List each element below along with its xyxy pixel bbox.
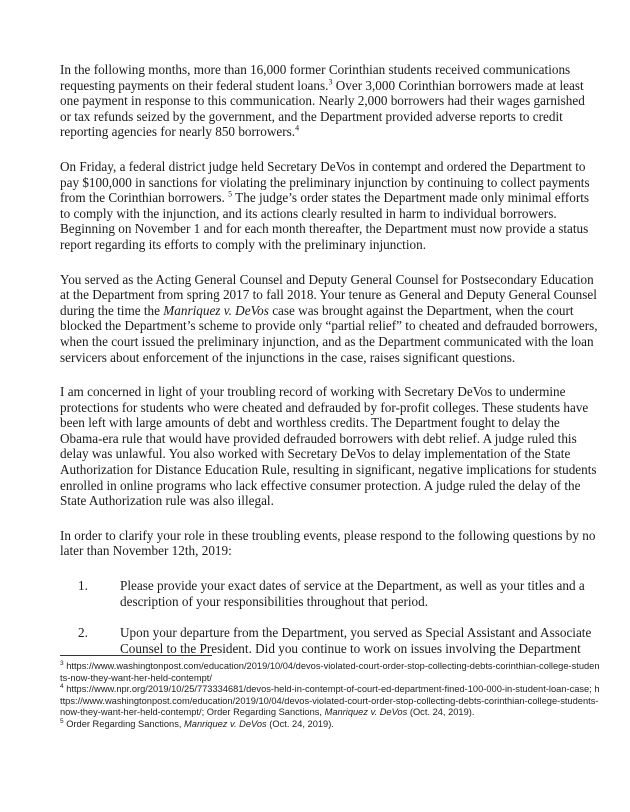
- paragraph-text: Over 3,000 Corinthian borrowers made at least one payment in response to this communication. Nearly 2,000 borrowers had their wages garnished or tax refunds seized by the government, and the Department provided adverse reports to credit reporting agencies for nearly 850 borrowers.: [60, 77, 585, 140]
- paragraph-tenure: [60, 272, 598, 366]
- question-text: Please provide your exact dates of service at the Department, as well as your titles and a description of your responsibilities throughout that period.: [120, 578, 585, 609]
- paragraph-text: In the following months, more than 16,000 former Corinthian students received communications requesting payments on their federal student loans.: [60, 62, 571, 93]
- footnote-3: [60, 661, 600, 684]
- footnote-text: Order Regarding Sanctions,: [63, 718, 185, 729]
- footnote-number: 5: [60, 717, 64, 725]
- footnote-number: 3: [60, 659, 64, 667]
- question-item: [60, 625, 598, 656]
- footnote-divider: [60, 655, 212, 656]
- question-item: [60, 578, 598, 609]
- case-name: Manriquez v. DeVos: [324, 707, 408, 718]
- paragraph-text: case was brought against the Department, when the court blocked the Department’s scheme to provide only “partial relief” to cheated and defrauded borrowers, when the court issued the preliminary injunction, and as the Department communicated with the loan servicers about enforcement of the injunctions in the case, raises significant questions.: [60, 302, 598, 365]
- footnotes: [60, 661, 600, 731]
- footnote-text: https://www.washingtonpost.com/education/2019/10/04/devos-violated-court-order-stop-collecting-debts-corinthian-college-students-now-they-want-her-held-contempt/: [60, 661, 600, 683]
- case-name: Manriquez v. DeVos: [184, 718, 267, 729]
- footnote-ref: 3: [328, 77, 333, 87]
- footnote-number: 4: [60, 683, 64, 691]
- footnote-text: (Oct. 24, 2019).: [266, 718, 334, 729]
- question-number: 1.: [78, 578, 88, 594]
- footnote-text: https://www.npr.org/2019/10/25/773334681/devos-held-in-contempt-of-court-ed-department-fined-100-000-in-student-loan-case; https://www.washingtonpost.com/education/2019/10/04/devos-violated-court-order-stop-collecting-debts-corinthian-college-students-now-they-want-her-held-contempt/; Order Regarding Sanctions,: [60, 684, 600, 718]
- footnote-4: [60, 684, 600, 719]
- letter-body: [60, 62, 598, 672]
- paragraph-text: You served as the Acting General Counsel and Deputy General Counsel for Postsecondary Education at the Department from spring 2017 to fall 2018. Your tenure as General and Deputy General Counsel during the time the: [60, 271, 597, 318]
- paragraph-concerns: I am concerned in light of your troubling record of working with Secretary DeVos to undermine protections for students who were cheated and defrauded by for-profit colleges. These students have been left with large amounts of debt and worthless credits. The Department fought to delay the Obama-era rule that would have provided defrauded borrowers with debt relief. A judge ruled this delay was unlawful. You also worked with Secretary DeVos to delay implementation of the State Authorization for Distance Education Rule, resulting in significant, negative implications for students enrolled in online programs who lack effective consumer protection. A judge ruled the delay of the State Authorization rule was also illegal.: [60, 384, 597, 509]
- footnote-text: (Oct. 24, 2019).: [407, 707, 475, 718]
- footnote-5: [60, 719, 600, 731]
- question-number: 2.: [78, 625, 88, 641]
- paragraph-request: In order to clarify your role in these troubling events, please respond to the following questions by no later than November 12th, 2019:: [60, 527, 596, 559]
- footnote-ref: 4: [295, 123, 300, 133]
- paragraph-corinthian-payments: [60, 62, 598, 140]
- paragraph-contempt-ruling: [60, 159, 598, 253]
- question-text: Upon your departure from the Department, you served as Special Assistant and Associate Counsel to the President. Did you continue to work on issues involving the Department: [120, 625, 592, 656]
- footnote-ref: 5: [228, 189, 233, 199]
- paragraph-text: The judge’s order states the Department made only minimal efforts to comply with the injunction, and its actions clearly resulted in harm to individual borrowers. Beginning on November 1 and for each month thereafter, the Department must now provide a status report regarding its efforts to comply with the preliminary injunction.: [60, 190, 590, 252]
- paragraph-text: On Friday, a federal district judge held Secretary DeVos in contempt and ordered the Department to pay $100,000 in sanctions for violating the preliminary injunction by continuing to collect payments from the Corinthian borrowers.: [60, 158, 590, 206]
- case-name: Manriquez v. DeVos: [163, 302, 269, 318]
